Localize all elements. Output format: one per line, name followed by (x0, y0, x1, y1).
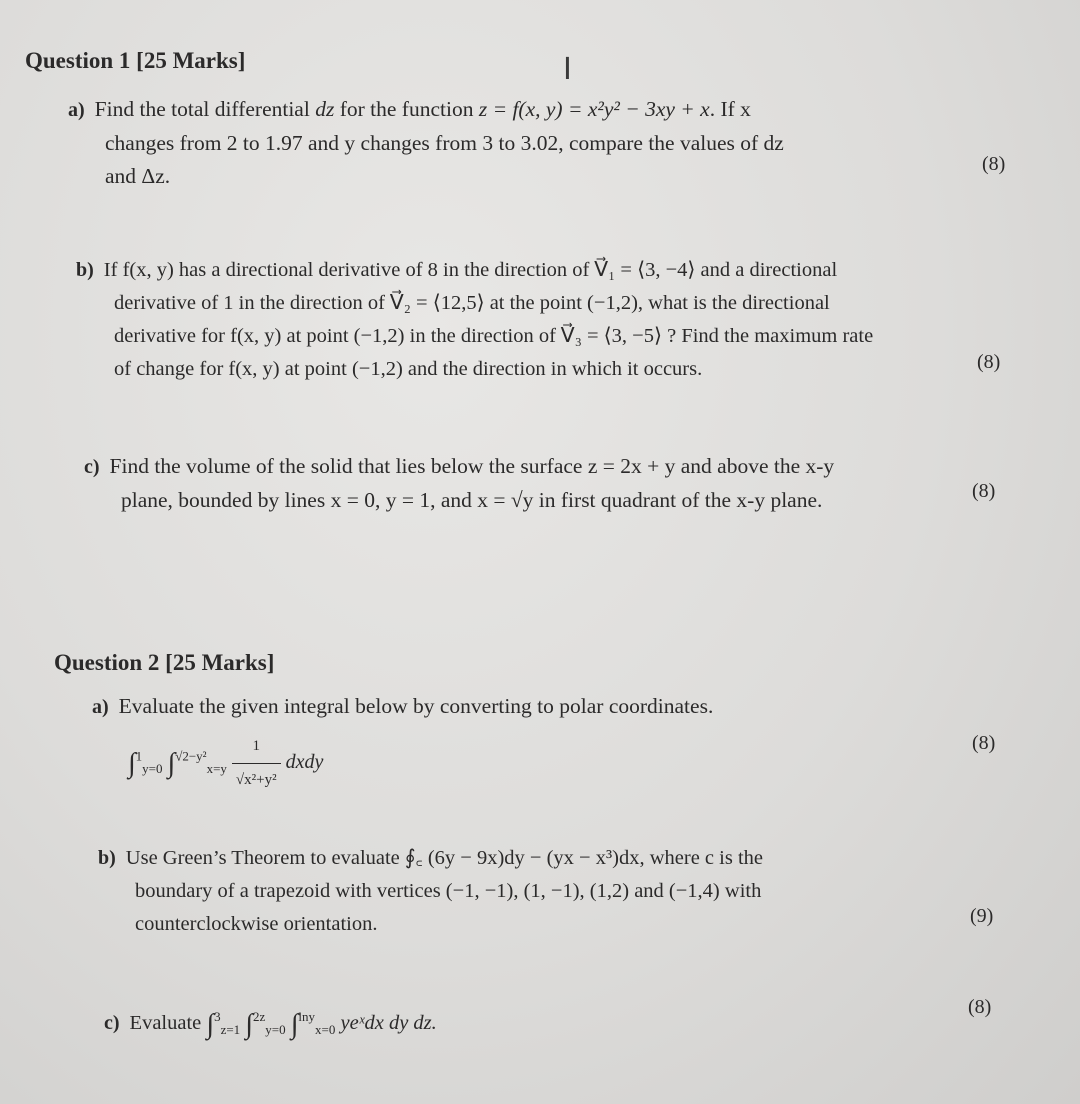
q2a-fraction (232, 730, 281, 797)
q2c-evaluate: Evaluate (129, 1011, 202, 1034)
q2b-line1-pre: Use Green’s Theorem to evaluate (125, 847, 405, 869)
q2b-label: b) (98, 847, 116, 869)
question-2-title: Question 2 [25 Marks] (54, 650, 275, 675)
q2c-i1-upper: 3 (214, 1009, 221, 1024)
q2a-frac-den: √x²+y² (235, 772, 277, 788)
q1a-line1-mid: for the function (334, 97, 479, 121)
q2a-line1: Evaluate the given integral below by converting to polar coordinates. (118, 694, 714, 718)
q1a-dz: dz (315, 97, 335, 121)
q2c-i2-lower: y=0 (265, 1021, 286, 1037)
q1a-line3: and Δz. (105, 164, 171, 188)
q1b-line1-post: and a directional (695, 259, 838, 281)
q2c-label: c) (104, 1011, 120, 1034)
q2-part-a (92, 690, 912, 724)
q2a-label: a) (92, 696, 109, 718)
q1a-line2: changes from 2 to 1.97 and y changes from 3 to 3.02, compare the values of dz (105, 131, 784, 155)
q2c-integrand: yeˣdx dy dz. (340, 1011, 437, 1034)
integral-sign-icon: ∫ (290, 1008, 299, 1040)
q1-part-a (68, 93, 948, 193)
integral-sign-icon: ∫ (206, 1008, 215, 1040)
q1b-marks: (8) (977, 351, 1001, 373)
q2c-i3-lower: x=0 (315, 1021, 336, 1037)
q1c-label: c) (84, 456, 100, 478)
q2a-inner-upper: √2−y² (175, 748, 207, 764)
q2a-diff: dxdy (285, 751, 324, 774)
q2c-marks: (8) (968, 996, 992, 1018)
integral-sign-icon: ∫ (167, 748, 176, 780)
integral-sign-icon: ∫ (245, 1008, 253, 1040)
q2-part-c (104, 1000, 437, 1046)
q2a-outer-upper: 1 (135, 748, 143, 764)
q1a-line1-post: . If x (709, 97, 751, 121)
q2c-i3-upper: lny (298, 1009, 316, 1024)
q1a-line1-pre: Find the total differential (94, 97, 316, 121)
q1-part-b (76, 254, 1016, 386)
q2b-line3: counterclockwise orientation. (135, 913, 378, 935)
q2b-marks: (9) (970, 905, 994, 927)
q1a-marks: (8) (982, 153, 1006, 175)
q2c-i1-lower: z=1 (220, 1021, 241, 1037)
integral-sign-icon: ∫ (128, 748, 136, 780)
text-cursor-icon: I (563, 52, 572, 87)
q2c-i2-upper: 2z (252, 1009, 266, 1024)
q1c-line1: Find the volume of the solid that lies below the surface z = 2x + y and above the x-y (109, 454, 835, 478)
q1a-function: z = f(x, y) = x²y² − 3xy + x (478, 97, 710, 121)
q1c-marks: (8) (972, 480, 996, 502)
q1b-line2: derivative of 1 in the direction of V⃗₂ = ⟨12,5⟩ at the point (−1,2), what is the directional (114, 292, 830, 314)
q2b-line1-expr: ∮꜀ (6y − 9x)dy − (yx − x³)dx, (404, 847, 645, 869)
q2b-line1-post: where c is the (644, 847, 763, 869)
q2a-marks: (8) (972, 732, 996, 754)
q2-part-b (98, 842, 978, 941)
q1c-line2: plane, bounded by lines x = 0, y = 1, and x = √y in first quadrant of the x-y plane. (121, 488, 823, 512)
q1b-line1-pre: If f(x, y) has a directional derivative of 8 in the direction of (103, 259, 595, 281)
q1b-v1: V⃗₁ = ⟨3, −4⟩ (594, 259, 696, 281)
q2a-frac-num: 1 (232, 730, 281, 764)
q2a-outer-lower: y=0 (142, 761, 163, 777)
q1b-line4: of change for f(x, y) at point (−1,2) and the direction in which it occurs. (114, 358, 703, 380)
q1b-label: b) (76, 259, 94, 281)
question-1-title: Question 1 [25 Marks] (25, 48, 246, 73)
q1-part-c (84, 450, 984, 517)
q2a-integral (128, 730, 323, 797)
q2b-line2: boundary of a trapezoid with vertices (−1, −1), (1, −1), (1,2) and (−1,4) with (135, 880, 762, 902)
q2a-inner-lower: x=y (206, 761, 227, 777)
q1b-line3: derivative for f(x, y) at point (−1,2) in the direction of V⃗₃ = ⟨3, −5⟩ ? Find the maximum rate (114, 325, 874, 347)
q1a-label: a) (68, 99, 85, 121)
